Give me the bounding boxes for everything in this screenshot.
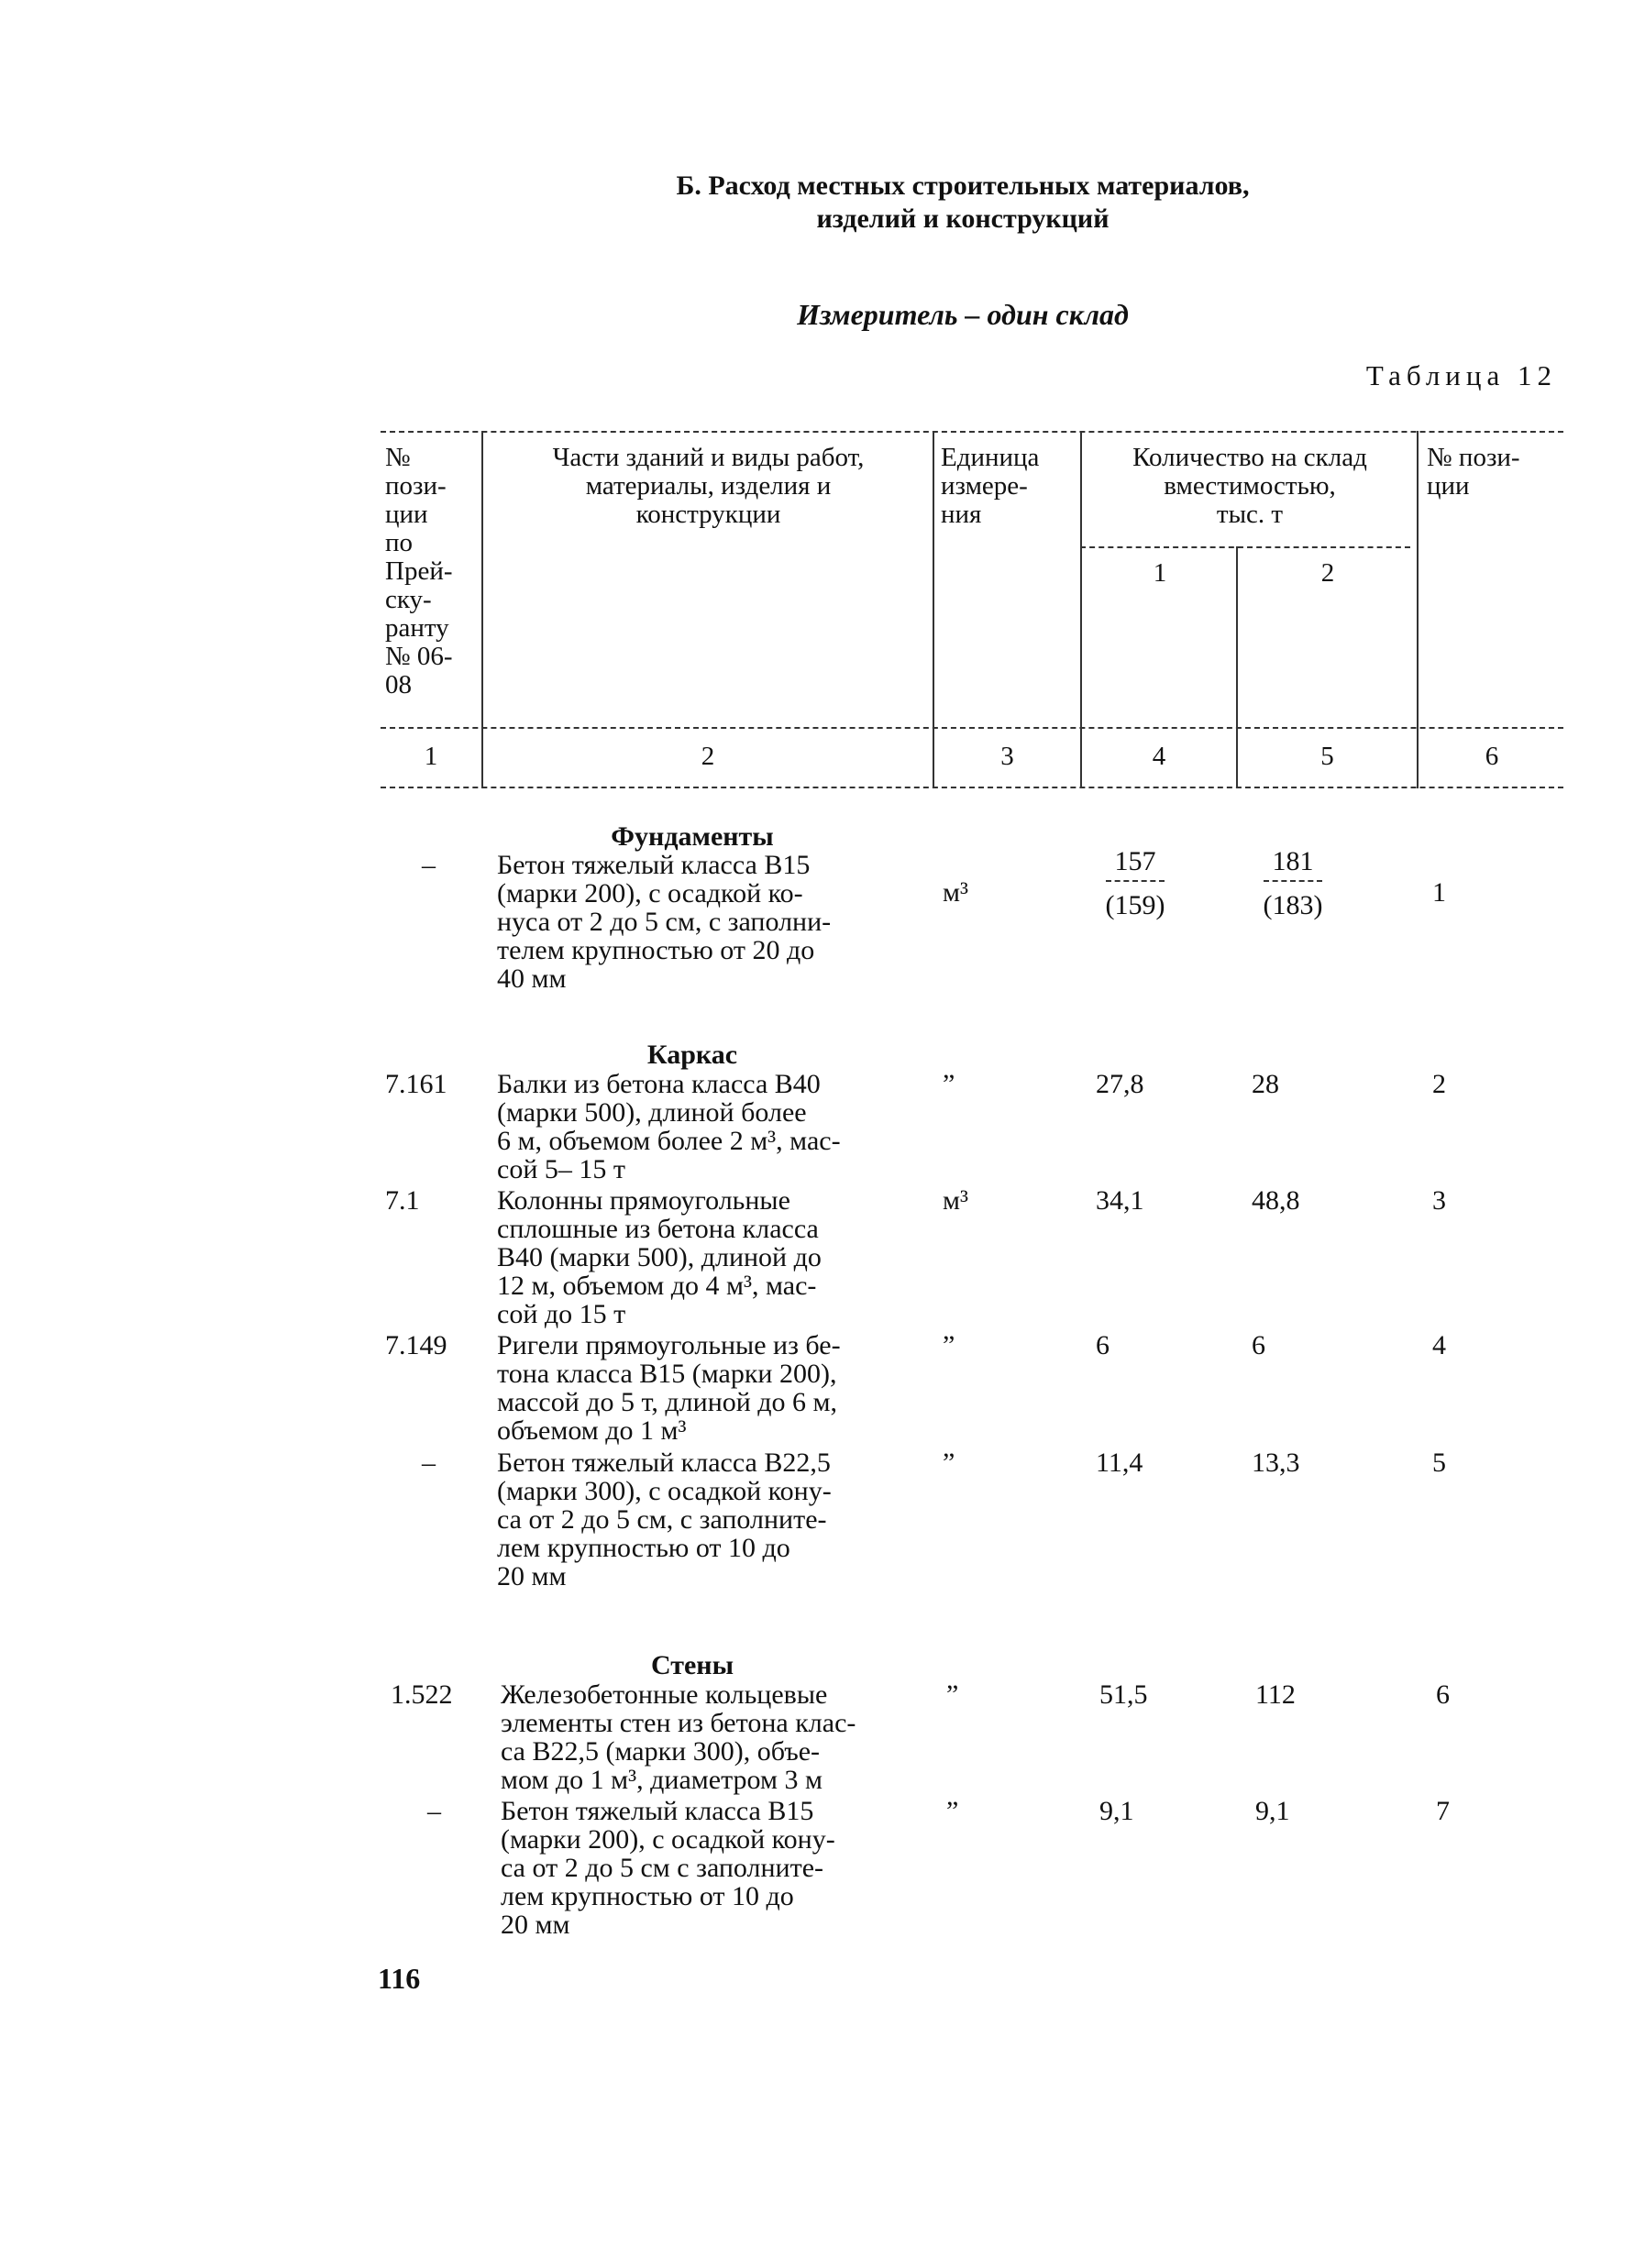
row-description: Балки из бетона класса В40 (марки 500), длиной более 6 м, объемом более 2 м³, мас- сой 5– 15 т	[497, 1069, 841, 1184]
row-description: Бетон тяжелый класса В15 (марки 200), с осадкой кону- са от 2 до 5 см с заполните- лем крупностью от 10 до 20 мм	[501, 1796, 835, 1940]
col-number-1: 1	[424, 742, 438, 771]
header-col-3: Единица измере- ния	[941, 443, 1040, 529]
col-number-6: 6	[1485, 742, 1499, 771]
title-line-1: Б. Расход местных строительных материалов,	[676, 171, 1250, 201]
page-number: 116	[378, 1962, 421, 1995]
header-col-2: Части зданий и виды работ, материалы, изделия и конструкции	[552, 443, 865, 529]
row-position: 6	[1436, 1679, 1450, 1710]
row-qty-1: 51,5	[1099, 1679, 1148, 1710]
row-code: –	[422, 1448, 436, 1478]
col-number-3: 3	[1000, 742, 1014, 771]
document-title	[458, 170, 1467, 236]
row-unit: м³	[943, 877, 968, 908]
row-position: 7	[1436, 1796, 1450, 1826]
col-divider-1	[481, 431, 483, 788]
row-qty-1: 34,1	[1096, 1185, 1144, 1216]
rule-header-bottom	[381, 727, 1563, 729]
col-divider-5	[1417, 431, 1419, 788]
col-number-5: 5	[1320, 742, 1334, 771]
row-description: Бетон тяжелый класса В22,5 (марки 300), с осадкой кону- са от 2 до 5 см, с заполните- лем крупностью от 10 до 20 мм	[497, 1448, 832, 1591]
row-unit: ”	[943, 1069, 955, 1099]
row-qty-1: 11,4	[1096, 1448, 1143, 1478]
row-description: Бетон тяжелый класса В15 (марки 200), с осадкой ко- нуса от 2 до 5 см, с заполни- телем крупностью от 20 до 40 мм	[497, 850, 832, 994]
row-description: Колонны прямоугольные сплошные из бетона класса В40 (марки 500), длиной до 12 м, объемом до 4 м³, мас- сой до 15 т	[497, 1185, 822, 1329]
row-description: Железобетонные кольцевые элементы стен из бетона клас- са В22,5 (марки 300), объе- мом до 1 м³, диаметром 3 м	[501, 1679, 856, 1795]
row-code: 7.149	[385, 1330, 447, 1360]
header-quantity-sub-1: 1	[1153, 558, 1167, 588]
row-unit: ”	[943, 1330, 955, 1360]
header-quantity: Количество на склад вместимостью, тыс. т	[1132, 443, 1367, 529]
title-line-2: изделий и конструкций	[816, 204, 1110, 234]
row-qty-2: 181 (183)	[1263, 846, 1323, 920]
measure-caption: Измеритель – один склад	[797, 298, 1129, 331]
row-code: –	[427, 1796, 441, 1826]
row-qty-2: 13,3	[1252, 1448, 1300, 1478]
row-unit: ”	[946, 1679, 959, 1710]
row-qty-2: 6	[1252, 1330, 1265, 1360]
col-number-2: 2	[701, 742, 715, 771]
row-position: 2	[1432, 1069, 1446, 1099]
row-qty-1: 9,1	[1099, 1796, 1134, 1826]
rule-top	[381, 431, 1563, 433]
row-qty-2: 112	[1255, 1679, 1296, 1710]
row-position: 4	[1432, 1330, 1446, 1360]
section-title-frame: Каркас	[646, 1040, 738, 1070]
header-col-1: № пози- ции по Прей- ску- ранту № 06- 08	[385, 443, 453, 699]
header-quantity-sub-2: 2	[1320, 558, 1335, 588]
col-number-4: 4	[1152, 742, 1166, 771]
row-code: 7.161	[385, 1069, 447, 1099]
fraction-bar	[1264, 880, 1322, 882]
row-unit: ”	[943, 1448, 955, 1478]
row-position: 1	[1432, 877, 1446, 908]
col-divider-3	[1080, 431, 1082, 788]
row-unit: ”	[946, 1796, 959, 1826]
row-unit: м³	[943, 1185, 968, 1216]
row-code: 1.522	[391, 1679, 453, 1710]
row-qty-1: 157 (159)	[1105, 846, 1165, 920]
row-qty-1: 27,8	[1096, 1069, 1144, 1099]
rule-numbers-bottom	[381, 787, 1563, 788]
row-qty-2: 28	[1252, 1069, 1279, 1099]
header-col-6: № пози- ции	[1427, 443, 1520, 501]
row-qty-1: 6	[1096, 1330, 1110, 1360]
section-title-walls: Стены	[650, 1650, 734, 1680]
row-qty-2: 9,1	[1255, 1796, 1290, 1826]
col-divider-2	[933, 431, 934, 788]
row-qty-2: 48,8	[1252, 1185, 1300, 1216]
rule-qty-sub	[1080, 546, 1410, 548]
row-code: –	[422, 850, 436, 880]
row-position: 5	[1432, 1448, 1446, 1478]
row-position: 3	[1432, 1185, 1446, 1216]
fraction-bar	[1106, 880, 1165, 882]
section-title-foundations: Фундаменты	[611, 821, 774, 852]
table-label: Таблица 12	[1365, 359, 1557, 391]
row-description: Ригели прямоугольные из бе- тона класса В15 (марки 200), массой до 5 т, длиной до 6 м, объемом до 1 м³	[497, 1330, 841, 1446]
row-code: 7.1	[385, 1185, 420, 1216]
